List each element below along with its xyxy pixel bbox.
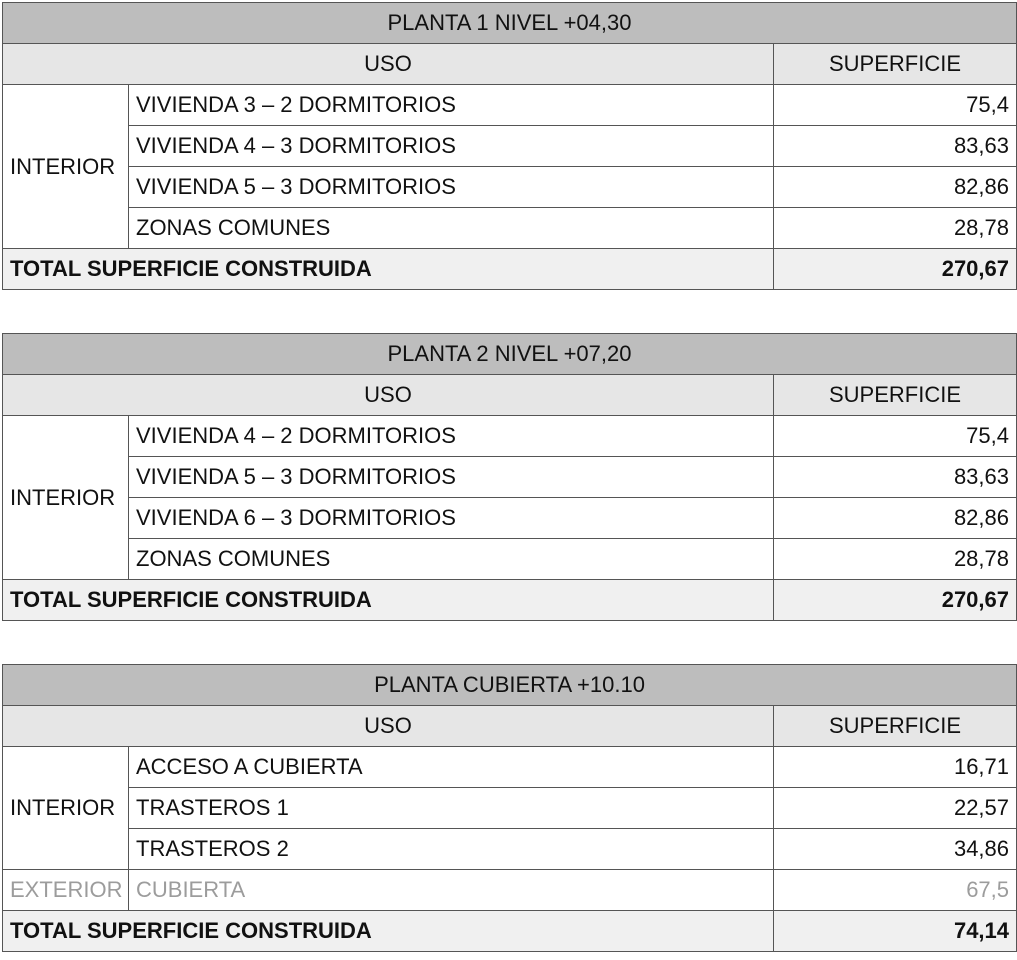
group-label-interior: INTERIOR — [3, 747, 129, 870]
uso-header: USO — [3, 706, 774, 747]
table-title-row — [3, 334, 1017, 375]
uso-cell: VIVIENDA 3 – 2 DORMITORIOS — [129, 85, 774, 126]
superficie-cell: 83,63 — [774, 126, 1017, 167]
table-row — [3, 788, 1017, 829]
superficie-cell: 83,63 — [774, 457, 1017, 498]
uso-header: USO — [3, 44, 774, 85]
table-title: PLANTA 1 NIVEL +04,30 — [3, 3, 1017, 44]
superficie-cell: 28,78 — [774, 539, 1017, 580]
column-header-row — [3, 44, 1017, 85]
table-row — [3, 416, 1017, 457]
uso-cell: VIVIENDA 5 – 3 DORMITORIOS — [129, 457, 774, 498]
superficie-cell: 82,86 — [774, 167, 1017, 208]
table-row — [3, 457, 1017, 498]
table-row — [3, 85, 1017, 126]
total-value: 270,67 — [774, 249, 1017, 290]
superficie-cell: 16,71 — [774, 747, 1017, 788]
superficie-cell: 67,5 — [774, 870, 1017, 911]
superficie-header: SUPERFICIE — [774, 375, 1017, 416]
table-row — [3, 539, 1017, 580]
uso-cell: TRASTEROS 2 — [129, 829, 774, 870]
uso-header: USO — [3, 375, 774, 416]
superficie-cell: 82,86 — [774, 498, 1017, 539]
total-row — [3, 911, 1017, 952]
table-row — [3, 167, 1017, 208]
total-value: 74,14 — [774, 911, 1017, 952]
uso-cell: TRASTEROS 1 — [129, 788, 774, 829]
area-table-planta-2 — [2, 333, 1017, 621]
table-row — [3, 208, 1017, 249]
uso-cell: VIVIENDA 5 – 3 DORMITORIOS — [129, 167, 774, 208]
table-row — [3, 747, 1017, 788]
total-value: 270,67 — [774, 580, 1017, 621]
table-title: PLANTA CUBIERTA +10.10 — [3, 665, 1017, 706]
uso-cell: VIVIENDA 4 – 3 DORMITORIOS — [129, 126, 774, 167]
group-label-interior: INTERIOR — [3, 85, 129, 249]
uso-cell: VIVIENDA 4 – 2 DORMITORIOS — [129, 416, 774, 457]
uso-cell: ZONAS COMUNES — [129, 539, 774, 580]
total-label: TOTAL SUPERFICIE CONSTRUIDA — [3, 580, 774, 621]
superficie-cell: 22,57 — [774, 788, 1017, 829]
total-label: TOTAL SUPERFICIE CONSTRUIDA — [3, 911, 774, 952]
area-table-planta-1 — [2, 2, 1017, 290]
table-row — [3, 829, 1017, 870]
uso-cell: ZONAS COMUNES — [129, 208, 774, 249]
superficie-header: SUPERFICIE — [774, 44, 1017, 85]
uso-cell: VIVIENDA 6 – 3 DORMITORIOS — [129, 498, 774, 539]
superficie-cell: 28,78 — [774, 208, 1017, 249]
table-title: PLANTA 2 NIVEL +07,20 — [3, 334, 1017, 375]
group-label-interior: INTERIOR — [3, 416, 129, 580]
group-label-exterior: EXTERIOR — [3, 870, 129, 911]
table-row — [3, 126, 1017, 167]
column-header-row — [3, 706, 1017, 747]
uso-cell: CUBIERTA — [129, 870, 774, 911]
total-label: TOTAL SUPERFICIE CONSTRUIDA — [3, 249, 774, 290]
total-row — [3, 249, 1017, 290]
table-title-row — [3, 3, 1017, 44]
total-row — [3, 580, 1017, 621]
table-row — [3, 498, 1017, 539]
superficie-cell: 75,4 — [774, 85, 1017, 126]
superficie-cell: 34,86 — [774, 829, 1017, 870]
area-table-planta-cubierta — [2, 664, 1017, 952]
superficie-header: SUPERFICIE — [774, 706, 1017, 747]
column-header-row — [3, 375, 1017, 416]
exterior-row — [3, 870, 1017, 911]
superficie-cell: 75,4 — [774, 416, 1017, 457]
uso-cell: ACCESO A CUBIERTA — [129, 747, 774, 788]
table-title-row — [3, 665, 1017, 706]
